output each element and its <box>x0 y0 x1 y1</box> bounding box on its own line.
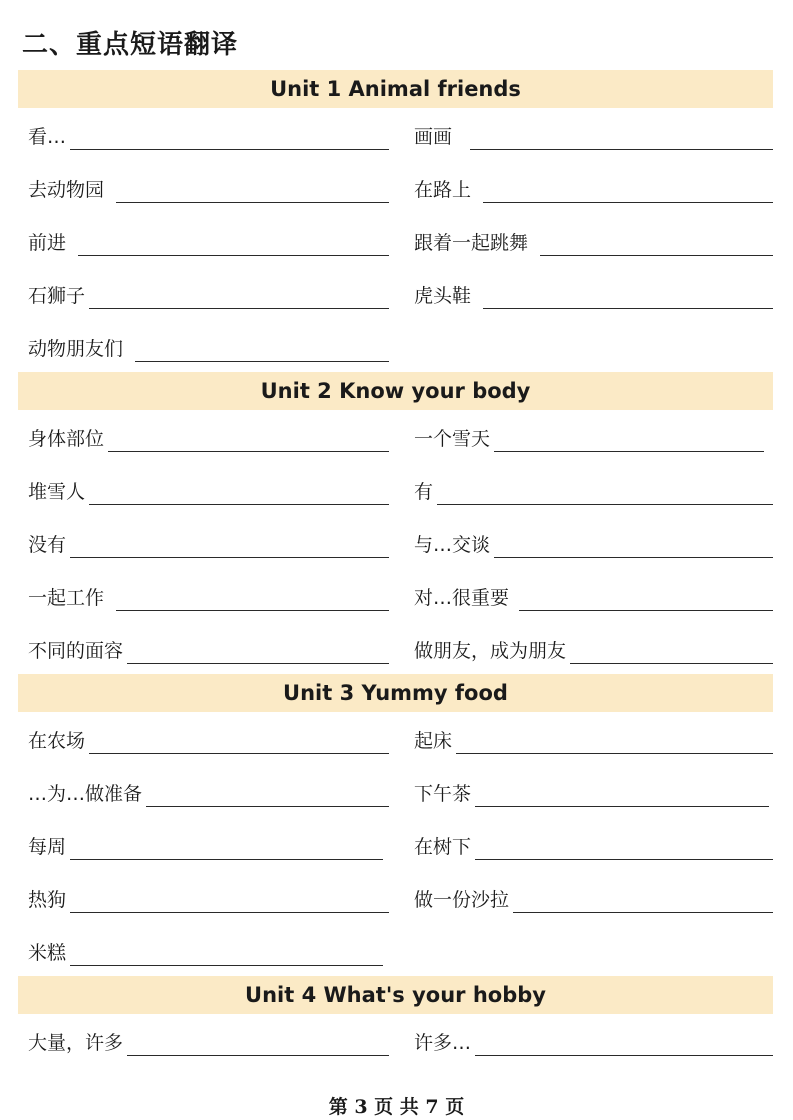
phrase-item <box>28 332 389 362</box>
phrase-item <box>28 724 389 754</box>
phrase-label: 一起工作 <box>28 587 105 609</box>
answer-blank[interactable] <box>570 641 773 664</box>
phrase-item <box>28 120 389 150</box>
phrase-label: 没有 <box>28 534 67 556</box>
phrase-item <box>414 883 773 913</box>
phrase-label: 在农场 <box>28 730 86 752</box>
answer-blank[interactable] <box>108 429 389 452</box>
phrase-label: 一个雪天 <box>414 428 491 450</box>
answer-blank[interactable] <box>483 286 773 309</box>
unit-1-header: Unit 1 Animal friends <box>18 70 773 108</box>
phrase-item <box>28 634 389 664</box>
phrase-label: 下午茶 <box>414 783 472 805</box>
answer-blank[interactable] <box>70 127 389 150</box>
phrase-item <box>414 1026 773 1056</box>
answer-blank[interactable] <box>540 233 773 256</box>
page-number: 第 3 页 共 7 页 <box>328 1096 465 1118</box>
phrase-item <box>414 581 773 611</box>
phrase-item <box>414 830 773 860</box>
answer-blank[interactable] <box>135 339 389 362</box>
phrase-label: 大量，许多 <box>28 1032 124 1054</box>
answer-blank[interactable] <box>470 127 773 150</box>
phrase-label: 看… <box>28 126 67 148</box>
page-title: 二、重点短语翻译 <box>22 30 239 60</box>
phrase-label: 对…很重要 <box>414 587 510 609</box>
phrase-item <box>414 777 769 807</box>
answer-blank[interactable] <box>78 233 389 256</box>
answer-blank[interactable] <box>127 1033 389 1056</box>
phrase-label: 每周 <box>28 836 67 858</box>
phrase-item <box>28 226 389 256</box>
answer-blank[interactable] <box>89 286 389 309</box>
answer-blank[interactable] <box>494 535 773 558</box>
phrase-label: 堆雪人 <box>28 481 86 503</box>
phrase-item <box>28 777 389 807</box>
answer-blank[interactable] <box>456 731 773 754</box>
answer-blank[interactable] <box>70 837 383 860</box>
phrase-label: 跟着一起跳舞 <box>414 232 529 254</box>
answer-blank[interactable] <box>519 588 773 611</box>
phrase-label: 前进 <box>28 232 67 254</box>
answer-blank[interactable] <box>475 1033 773 1056</box>
answer-blank[interactable] <box>70 890 389 913</box>
unit-4-header: Unit 4 What's your hobby <box>18 976 773 1014</box>
phrase-item <box>414 634 773 664</box>
phrase-item <box>28 422 389 452</box>
answer-blank[interactable] <box>494 429 764 452</box>
unit-3-header: Unit 3 Yummy food <box>18 674 773 712</box>
phrase-label: 热狗 <box>28 889 67 911</box>
phrase-label: 去动物园 <box>28 179 105 201</box>
answer-blank[interactable] <box>70 943 383 966</box>
phrase-item <box>28 279 389 309</box>
phrase-item <box>414 528 773 558</box>
phrase-item <box>28 581 389 611</box>
answer-blank[interactable] <box>89 731 389 754</box>
phrase-label: 在路上 <box>414 179 472 201</box>
phrase-label: …为…做准备 <box>28 783 143 805</box>
answer-blank[interactable] <box>70 535 389 558</box>
phrase-item <box>414 279 773 309</box>
phrase-label: 画画 <box>414 126 453 148</box>
answer-blank[interactable] <box>116 588 389 611</box>
phrase-label: 做一份沙拉 <box>414 889 510 911</box>
answer-blank[interactable] <box>146 784 389 807</box>
phrase-item <box>414 120 773 150</box>
phrase-label: 动物朋友们 <box>28 338 124 360</box>
phrase-label: 不同的面容 <box>28 640 124 662</box>
answer-blank[interactable] <box>116 180 389 203</box>
phrase-item <box>28 936 383 966</box>
phrase-item <box>414 173 773 203</box>
phrase-label: 米糕 <box>28 942 67 964</box>
phrase-label: 与…交谈 <box>414 534 491 556</box>
phrase-label: 身体部位 <box>28 428 105 450</box>
phrase-item <box>414 724 773 754</box>
phrase-label: 虎头鞋 <box>414 285 472 307</box>
answer-blank[interactable] <box>513 890 773 913</box>
phrase-item <box>28 475 389 505</box>
phrase-item <box>28 1026 389 1056</box>
unit-2-header: Unit 2 Know your body <box>18 372 773 410</box>
phrase-item <box>28 830 383 860</box>
phrase-label: 石狮子 <box>28 285 86 307</box>
phrase-item <box>28 173 389 203</box>
answer-blank[interactable] <box>127 641 389 664</box>
answer-blank[interactable] <box>475 784 769 807</box>
phrase-item <box>414 422 764 452</box>
phrase-item <box>28 528 389 558</box>
phrase-label: 起床 <box>414 730 453 752</box>
phrase-label: 在树下 <box>414 836 472 858</box>
answer-blank[interactable] <box>89 482 389 505</box>
answer-blank[interactable] <box>475 837 773 860</box>
phrase-label: 做朋友，成为朋友 <box>414 640 567 662</box>
phrase-label: 许多… <box>414 1032 472 1054</box>
answer-blank[interactable] <box>437 482 773 505</box>
phrase-item <box>414 226 773 256</box>
phrase-label: 有 <box>414 481 434 503</box>
phrase-item <box>28 883 389 913</box>
phrase-item <box>414 475 773 505</box>
answer-blank[interactable] <box>483 180 773 203</box>
